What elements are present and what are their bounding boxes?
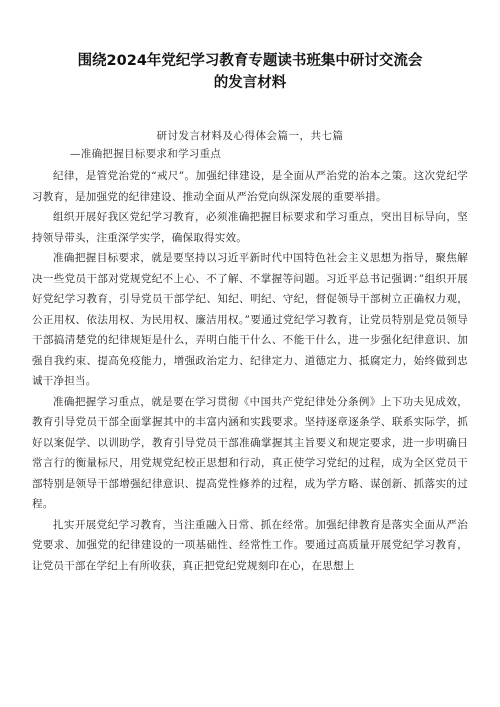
paragraph: 组织开展好我区党纪学习教育，必须准确把握目标要求和学习重点，突出目标导向，坚持领导带头，注重深学实学，确保取得实效。 bbox=[32, 211, 468, 244]
section-heading: —准确把握目标要求和学习重点 bbox=[70, 148, 222, 160]
title-line-1: 围绕2024年党纪学习教育专题读书班集中研讨交流会 bbox=[77, 53, 423, 69]
paragraph: 纪律，是管党治党的“戒尺”。加强纪律建设，是全面从严治党的治本之策。这次党纪学习教育，是加强党的纪律建设、推动全面从严治党向纵深发展的重要举措。 bbox=[32, 170, 468, 203]
document-title bbox=[32, 0, 468, 94]
document-subtitle: 研讨发言材料及心得体会篇一，共七篇 bbox=[156, 130, 344, 142]
body-text bbox=[32, 166, 468, 576]
paragraph: 扎实开展党纪学习教育，当注重融入日常、抓在经常。加强纪律教育是落实全面从严治党要求、加强党的纪律建设的一项基础性、经常性工作。要通过高质量开展党纪学习教育，让党员干部在学纪上有所收获，真正把党纪党规刻印在心，在思想上 bbox=[32, 518, 468, 572]
title-line-2: 的发言材料 bbox=[213, 75, 287, 91]
paragraph: 准确把握学习重点，就是要在学习贯彻《中国共产党纪律处分条例》上下功夫见成效，教育引导党员干部全面掌握其中的丰富内涵和实践要求。坚持逐章逐条学、联系实际学，抓好以案促学、以训助学，教育引导党员干部准确掌握其主旨要义和规定要求，进一步明确日常言行的衡量标尺，用党规党纪校正思想和行动，真正使学习党纪的过程，成为全区党员干部特别是领导干部增强纪律意识、提高党性修养的过程，成为学方略、谋创新、抓落实的过程。 bbox=[32, 395, 468, 510]
paragraph: 准确把握目标要求，就是要坚持以习近平新时代中国特色社会主义思想为指导，聚焦解决一些党员干部对党规党纪不上心、不了解、不掌握等问题。习近平总书记强调：”组织开展好党纪学习教育，引导党员干部学纪、知纪、明纪、守纪，督促领导干部树立正确权力观，公正用权、依法用权、为民用权、廉洁用权。”要通过党纪学习教育，让党员特别是党员领导干部搞清楚党的纪律规矩是什么，弄明白能干什么、不能干什么，进一步强化纪律意识、加强自我约束、提高免疫能力，增强政治定力、纪律定力、道德定力、抵腐定力，始终做到忠诚干净担当。 bbox=[32, 252, 468, 387]
